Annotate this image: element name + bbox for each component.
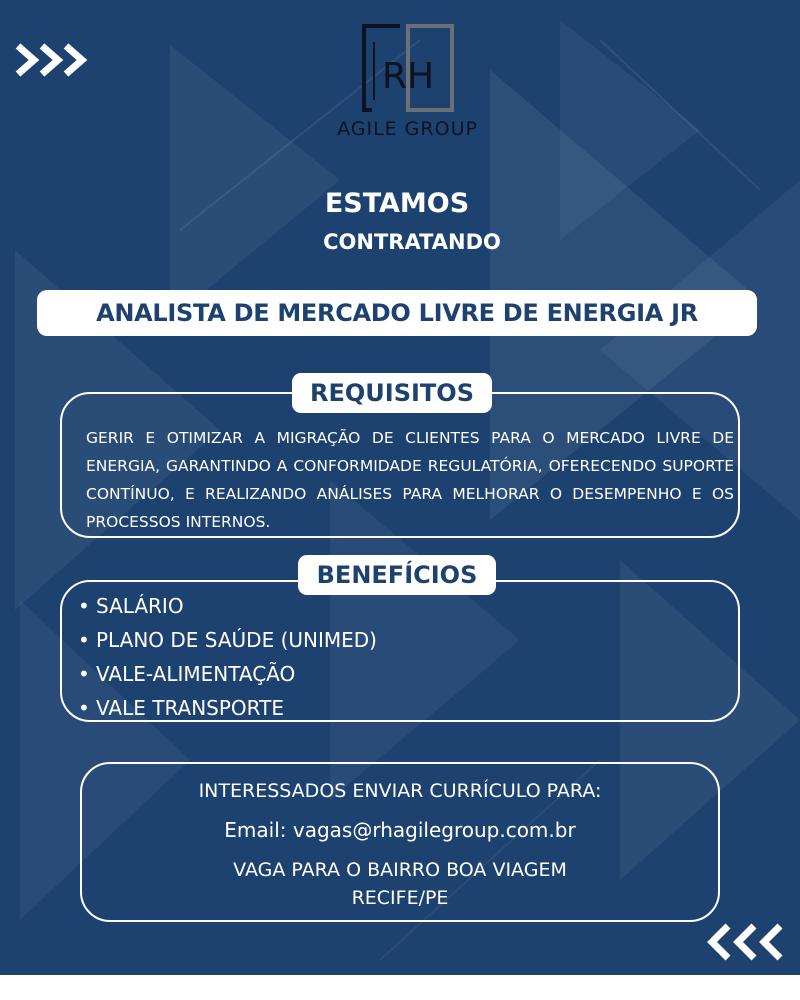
requirements-label: REQUISITOS (292, 373, 492, 413)
benefit-item-label: VALE-ALIMENTAÇÃO (96, 662, 296, 686)
triple-chevron-right-icon (14, 42, 94, 78)
location-city: RECIFE/PE (351, 887, 449, 909)
job-title-banner (37, 290, 757, 336)
headline-line1: ESTAMOS (324, 188, 470, 219)
benefits-label: BENEFÍCIOS (298, 555, 496, 595)
benefit-item-label: PLANO DE SAÚDE (UNIMED) (96, 628, 377, 652)
list-item (78, 693, 377, 727)
logo-monogram: RH (381, 56, 435, 97)
contact-email: Email: vagas@rhagilegroup.com.br (224, 818, 576, 842)
requirements-text: GERIR E OTIMIZAR A MIGRAÇÃO DE CLIENTES PARA O MERCADO LIVRE DE ENERGIA, GARANTINDO A CONFORMIDADE REGULATÓRIA, OFERECENDO SUPORTE CONTÍNUO, E REALIZANDO ANÁLISES PARA MELHORAR O DESEMPENHO E OS PROCESSOS INTERNOS. (86, 429, 734, 531)
list-item (78, 625, 377, 659)
job-location (80, 856, 720, 912)
location-neighborhood: VAGA PARA O BAIRRO BOA VIAGEM (233, 859, 567, 881)
list-item (78, 591, 377, 625)
logo-caption: AGILE GROUP (337, 118, 478, 140)
triple-chevron-left-icon (706, 922, 790, 962)
benefits-list (78, 591, 377, 727)
bullet-icon: • (78, 662, 90, 686)
contact-instruction: INTERESSADOS ENVIAR CURRÍCULO PARA: (198, 780, 602, 802)
bullet-icon: • (78, 628, 90, 652)
bullet-icon: • (78, 594, 90, 618)
bullet-icon: • (78, 696, 90, 720)
benefit-item-label: SALÁRIO (96, 594, 184, 618)
headline-line2: CONTRATANDO (323, 230, 501, 254)
benefit-item-label: VALE TRANSPORTE (96, 696, 284, 720)
job-title: ANALISTA DE MERCADO LIVRE DE ENERGIA JR (96, 299, 698, 327)
list-item (78, 659, 377, 693)
